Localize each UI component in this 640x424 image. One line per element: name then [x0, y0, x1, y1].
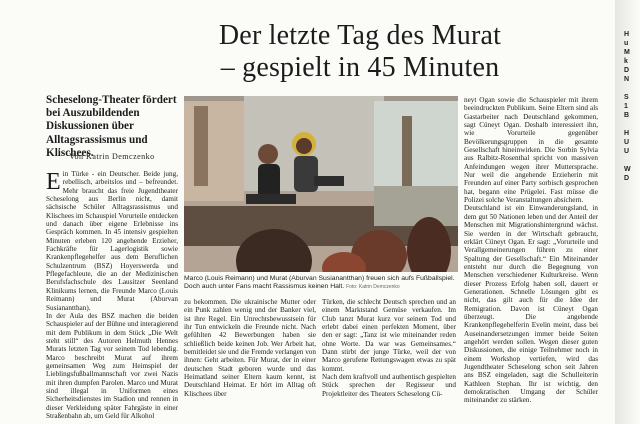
adjacent-article-edge — [624, 30, 640, 183]
dropcap: E — [46, 170, 61, 195]
photo-caption — [184, 275, 458, 291]
edge-letter: k — [624, 58, 628, 65]
photo-credit: Foto: Katrin Demczenko — [346, 284, 400, 290]
edge-letter — [624, 84, 640, 93]
article-column-2 — [184, 298, 316, 420]
edge-letter: u — [624, 40, 629, 47]
column-3-text: Türken, die schlecht Deutsch sprechen und an einem Marktstand Gemüse verkaufen. Im Club tanzt Murat kurz vor seinem Tod und erlebt dabei einen perfekten Moment, über den er sagt: „Tanz ist wie miteinander reden ohne Worte. Da war was Gemeinsames.“ Dann stirbt der junge Türke, weil der von Marco gerufene Rettungswagen etwas zu spät kommt. Nach dem kraftvoll und authentisch gespielten Stück sprechen der Regisseur und Projektleiter des Theaters Scheselong Cü- — [322, 298, 456, 398]
edge-letter: D — [624, 67, 630, 74]
edge-letter: D — [624, 175, 630, 182]
article-column-4 — [464, 96, 598, 420]
edge-letter: B — [624, 112, 630, 119]
edge-letter: M — [624, 49, 630, 56]
headline: Der letzte Tag des Murat – gespielt in 45 Minuten — [218, 20, 502, 83]
column-1-text: in Türke - ein Deutscher. Beide jung, rebellisch, arbeitslos und – befreundet. Mehr braucht das freie Jugendtheater Scheselong aus Berlin nicht, damit sächsische Schüler Alltagsrassismus und Klischees im Schauspiel Vorurteile entdecken und danach über eigene Erlebnisse ins Gespräch kommen. In 45 intensiv gespielten Minuten erleben 120 angehende Erzieher, Fachkräfte für Lagerlogistik sowie Krankenpflegehelfer aus dem Beruflichen Schulzentrum (BSZ) Hoyerswerda und Pflegefachleute, die an der Medizinischen Berufsfachschule des Lausitzer Seenland Klinikums lernen, die Freunde Marco (Louis Reimann) und Murat (Aburvan Susianantthan). In der Aula des BSZ machen die beiden Schauspieler auf der Bühne und interagierend mit dem Publikum in dem Stück „Die Welt steht still“ des Autoren Helmuth Hennes Murats letzten Tag vor seinem Tod lebendig. Marco beschreibt Murat auf ihrem gemeinsamen Weg zum Heimspiel der Lieblingsfußballmannschaft vor zwei Nazis mit ihren dumpfen Parolen. Marco und Murat sind illegal in Uniformen eines Sicherheitsdienstes im Stadion und rennen in dieser Verkleidung später Fahrgäste in einer Straßenbahn ab, um Geld für Alkohol — [46, 170, 178, 420]
edge-letter: 1 — [624, 103, 628, 110]
article-column-1 — [46, 170, 178, 420]
edge-letter: H — [624, 31, 630, 38]
edge-letter — [624, 120, 640, 129]
edge-letter: W — [624, 166, 631, 173]
stage-photo — [184, 96, 458, 272]
edge-letter: N — [624, 76, 630, 83]
edge-letter: U — [624, 148, 630, 155]
article-column-3 — [322, 298, 456, 420]
column-2-text: zu bekommen. Die ukrainische Mutter oder ein Punk zahlen wenig und der Banker viel, ist ihre Regel. Ein Unrechtsbewusstsein für ihr Tun entwickeln die Freunde nicht. Nach gefühlten 42 Bewerbungen haben sie schließlich beide keinen Job. Wer Arbeit hat, bemitleidet sie und die Fremde verlangen von ihnen: Geht arbeiten. Für Murat, der in einer deutschen Stadt geboren wurde und das Heimatland seiner Eltern kaum kennt, ist Deutschland Heimat. Er hört im Alltag oft Klischees über — [184, 298, 316, 398]
edge-letter: S — [624, 94, 629, 101]
edge-letter: U — [624, 139, 630, 146]
byline: Von Katrin Demczenko — [69, 152, 155, 161]
edge-letter — [624, 156, 640, 165]
lede: Scheselong-Theater fördert bei Auszubildenden Diskussionen über Alltagsrassismus und Klischees. — [46, 94, 177, 159]
article-photo — [184, 96, 458, 272]
column-4-text: neyt Ogan sowie die Schauspieler mit ihrem beeindruckten Publikum. Seine Eltern sind als Gastarbeiter nach Deutschland gekommen, sagt Cüneyt Ogan. Deshalb interessiert ihn, wie Vorurteile gegenüber Bevölkerungsgruppen in die gesamte Gesellschaft hineinwirken. Die Sorbin Sylvia aus Ralbitz-Rosenthal spricht von massiven Anfeindungen wegen ihrer Muttersprache. Nur weil die angehende Erzieherin mit Freunden auf einer Party sorbisch gesprochen hat, begann eine Prügelei. Fast müsse die Polizei solche Veranstaltungen absichern. Deutschland ist ein Einwanderungsland, in dem gut 50 Nationen leben und der Anteil der Menschen mit Migrationshintergrund wächst. Sie werden in der Wirtschaft gebraucht, erklärt Cüneyt Ogan. Er sagt: „Vorurteile und Verallgemeinerungen führen zu einer Spaltung der Gesellschaft.“ Ein Miteinander entsteht nur durch die Begegnung von Menschen verschiedener Kulturkreise. Wenn dieser Prozess Erfolg haben soll, dauert er Generationen. Schnelle Lösungen gibt es nicht, das gilt auch für die Idee der Remigration. Davon ist Cüneyt Ogan überzeugt. Die angehende Krankenpflegehelferin Evelin meint, dass bei Auseinandersetzungen immer beide Seiten angehört werden sollen. Wegen dieser guten Diskussionen, die einige Teilnehmer noch in einem Workshop vertiefen, wird das Jugendtheater Scheselong schon seit Jahren ans BSZ eingeladen, sagt die Schulleiterin Kathleen Stephan. Ihr ist wichtig, den demokratischen Umgang der Schüler miteinander zu stärken. — [464, 96, 598, 405]
edge-letter: H — [624, 130, 630, 137]
caption-text: Marco (Louis Reimann) und Murat (Aburvan Susianantthan) freuen sich aufs Fußballspiel. Doch auch unter Fans macht Rassismus keinen Halt. — [184, 275, 455, 290]
